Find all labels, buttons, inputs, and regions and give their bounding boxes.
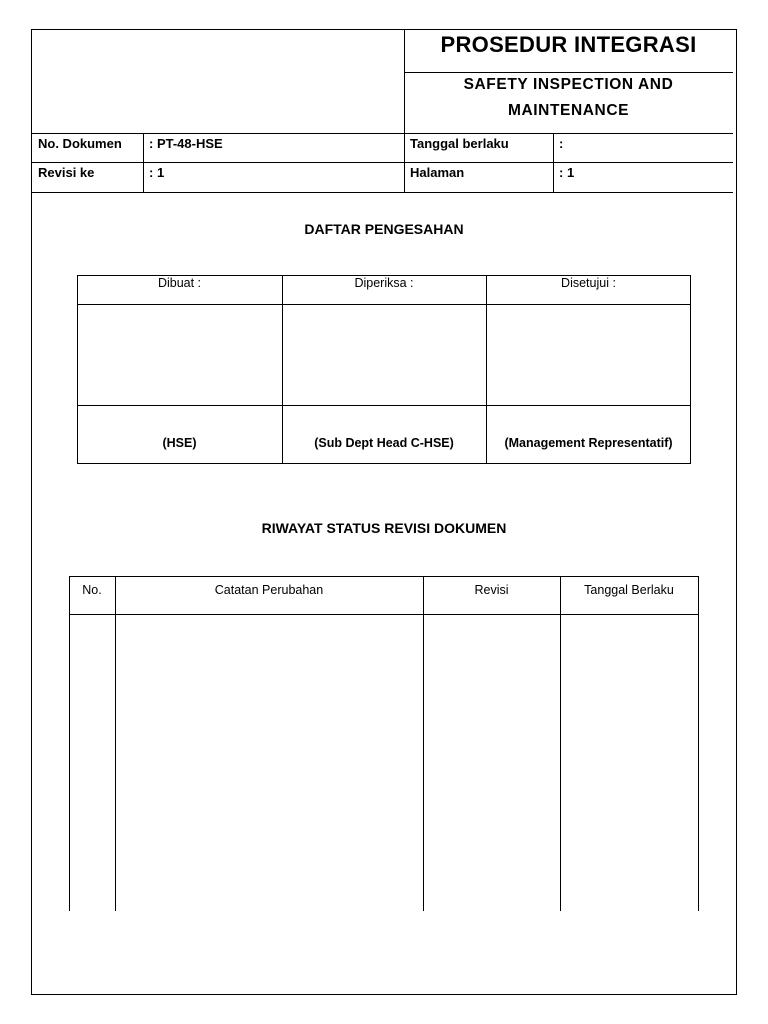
approval-section-title: DAFTAR PENGESAHAN — [304, 221, 464, 237]
document-subtitle-line1: SAFETY INSPECTION AND — [463, 76, 674, 93]
page-number-label: Halaman — [410, 165, 465, 180]
approval-col-created: Dibuat : — [157, 276, 202, 290]
signature-box-checked — [283, 305, 485, 404]
revision-value: : 1 — [149, 165, 165, 180]
revision-col-no: No. — [82, 583, 102, 597]
role-hse: (HSE) — [162, 436, 197, 450]
role-management-representative: (Management Representatif) — [504, 436, 673, 450]
revision-col-change-notes: Catatan Perubahan — [214, 583, 324, 597]
signature-box-created — [78, 305, 281, 404]
doc-number-value: : PT-48-HSE — [149, 136, 223, 151]
signature-box-approved — [487, 305, 690, 404]
revision-history-title: RIWAYAT STATUS REVISI DOKUMEN — [261, 520, 507, 536]
doc-number-label: No. Dokumen — [38, 136, 122, 151]
page-number-value: : 1 — [559, 165, 575, 180]
effective-date-value: : — [559, 136, 564, 151]
revision-col-effective-date: Tanggal Berlaku — [584, 583, 674, 597]
effective-date-label: Tanggal berlaku — [410, 136, 509, 151]
role-sub-dept-head: (Sub Dept Head C-HSE) — [314, 436, 454, 450]
revision-col-revision: Revisi — [474, 583, 509, 597]
document-page — [31, 29, 737, 995]
revision-label: Revisi ke — [38, 165, 95, 180]
approval-col-approved: Disetujui : — [561, 276, 616, 290]
document-subtitle-line2: MAINTENANCE — [507, 102, 630, 119]
approval-col-checked: Diperiksa : — [354, 276, 414, 290]
document-title: PROSEDUR INTEGRASI — [440, 32, 697, 57]
